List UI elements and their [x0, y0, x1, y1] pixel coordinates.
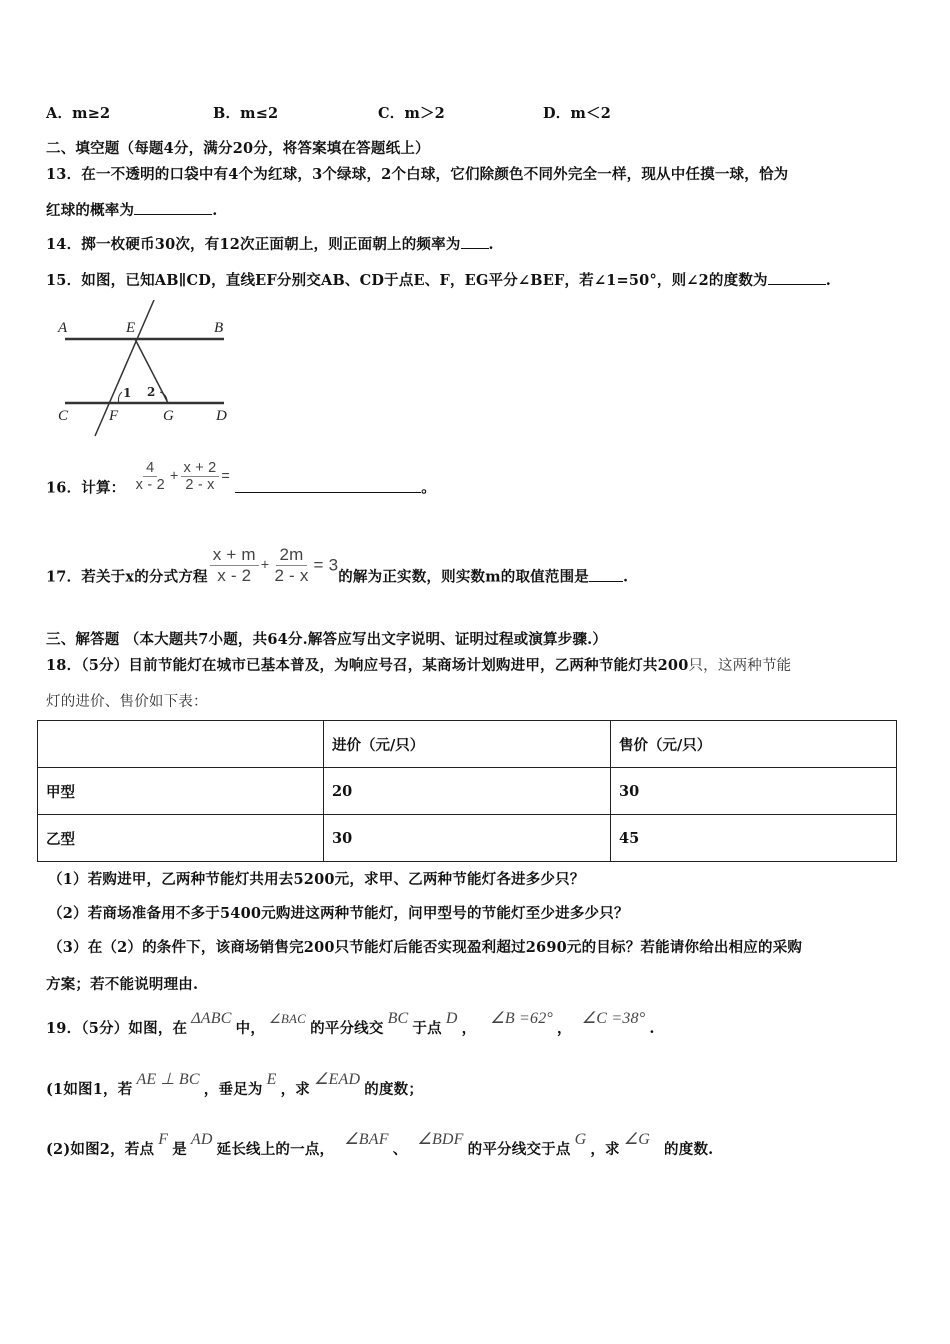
plus-sign: + [169, 468, 179, 485]
label-G: G [163, 408, 174, 424]
parallel-lines-figure [50, 300, 250, 440]
text: 、 [392, 1141, 408, 1158]
q16-end: 。 [421, 479, 436, 497]
option-d: D．m＜2 [543, 105, 612, 122]
denominator: 2 - x [274, 566, 309, 585]
answer-blank [768, 272, 826, 285]
math: G [574, 1131, 587, 1148]
table-row [38, 768, 897, 815]
table-cell: 乙型 [38, 815, 324, 862]
table-cell: 30 [324, 815, 611, 862]
q18-part-1: （1）若购进甲，乙两种节能灯共用去5200元，求甲、乙两种节能灯各进多少只？ [48, 871, 585, 888]
text: 的平分线交于点 [467, 1141, 571, 1158]
table-header-cell: 进价（元/只） [324, 721, 611, 768]
q17-prefix: 17．若关于x的分式方程 [46, 568, 208, 586]
angle-1-label: 1 [123, 386, 132, 400]
label-E: E [126, 320, 136, 336]
price-table [37, 720, 897, 862]
text: ，垂足为 [203, 1081, 263, 1098]
table-cell: 甲型 [38, 768, 324, 815]
q13-end: . [212, 202, 218, 219]
fraction-2 [181, 460, 220, 493]
question-16 [46, 460, 436, 498]
q16-prefix: 16．计算： [46, 479, 126, 497]
math: AE ⊥ BC [136, 1071, 200, 1088]
math: ∠C =38° [581, 1010, 646, 1027]
numerator: x + 2 [181, 460, 220, 477]
math: ∠B =62° [490, 1010, 554, 1027]
numerator: 4 [143, 460, 157, 477]
numerator: 2m [276, 545, 306, 566]
q18-part-3: （3）在（2）的条件下，该商场销售完200只节能灯后能否实现盈利超过2690元的目标？若能请你给出相应的采购 [48, 939, 803, 956]
text: (1如图1，若 [46, 1081, 133, 1098]
q15-text: 15．如图，已知AB∥CD，直线EF分别交AB、CD于点E、F，EG平分∠BEF，若∠1=50°，则∠2的度数为 [46, 272, 768, 289]
math: BC [387, 1010, 409, 1027]
denominator: x - 2 [217, 566, 252, 585]
q14-end: . [488, 236, 494, 253]
question-14 [46, 233, 494, 254]
text: ，求 [280, 1081, 310, 1098]
label-F: F [109, 408, 119, 424]
text: (2)如图2，若点 [46, 1141, 155, 1158]
question-18-line-2: 灯的进价、售价如下表： [46, 694, 208, 710]
table-header-cell [38, 721, 324, 768]
question-19-line-1 [46, 1010, 655, 1038]
q17-end: . [622, 568, 629, 586]
text: 中， [235, 1020, 266, 1037]
fraction-1 [133, 460, 168, 493]
option-a: A．m≥2 [46, 105, 111, 122]
fraction-1 [210, 545, 259, 586]
q14-text: 14．掷一枚硬币30次，有12次正面朝上，则正面朝上的频率为 [46, 236, 461, 253]
text: 19．（5分）如图，在 [46, 1020, 188, 1037]
q18-part-3-cont: 方案；若不能说明理由. [46, 976, 199, 993]
label-A: A [58, 320, 68, 336]
answer-blank [134, 202, 212, 215]
question-13-line-2 [46, 199, 217, 220]
text: ， [461, 1020, 477, 1037]
math: ∠EAD [314, 1071, 361, 1088]
q13-text: 红球的概率为 [46, 202, 135, 219]
text: . [649, 1020, 655, 1037]
text: 的度数； [364, 1081, 424, 1098]
math: AD [190, 1131, 213, 1148]
math: E [266, 1071, 277, 1088]
question-15 [46, 269, 831, 290]
label-D: D [216, 408, 227, 424]
label-C: C [58, 408, 69, 424]
answer-blank [589, 569, 623, 582]
denominator: x - 2 [135, 477, 165, 493]
section-2-heading: 二、填空题（每题4分，满分20分，将答案填在答题纸上） [46, 140, 430, 157]
table-header-row [38, 721, 897, 768]
text: 于点 [412, 1020, 442, 1037]
q18-part-2: （2）若商场准备用不多于5400元购进这两种节能灯，问甲型号的节能灯至少进多少只？ [48, 905, 629, 922]
math: D [445, 1010, 458, 1027]
table-cell: 20 [324, 768, 611, 815]
math: ΔABC [191, 1010, 232, 1027]
text: ， [557, 1020, 572, 1037]
math: ∠BAC [269, 1011, 307, 1026]
q15-end: . [825, 272, 831, 289]
q18-text: 18．（5分）目前节能灯在城市已基本普及，为响应号召，某商场计划购进甲，乙两种节能灯共200 [46, 657, 689, 674]
angle-2-label: 2 [147, 385, 156, 399]
math: ∠G [623, 1131, 651, 1148]
question-19-line-3 [46, 1131, 714, 1159]
question-18-line-1 [46, 654, 791, 675]
math: F [158, 1131, 169, 1148]
question-17 [46, 545, 628, 587]
text: ，求 [590, 1141, 620, 1158]
fraction-2 [271, 545, 311, 586]
option-b: B．m≤2 [213, 105, 279, 122]
text: 的平分线交 [310, 1020, 384, 1037]
text: 的度数. [664, 1141, 714, 1158]
plus-sign: + [260, 557, 270, 574]
q18-text-tail: 只，这两种节能 [688, 658, 792, 674]
question-19-line-2 [46, 1071, 424, 1099]
answer-blank [461, 236, 489, 249]
q17-suffix: 的解为正实数，则实数m的取值范围是 [338, 568, 589, 586]
numerator: x + m [210, 545, 259, 566]
denominator: 2 - x [185, 477, 215, 493]
table-row [38, 815, 897, 862]
equals-sign: = [221, 468, 231, 485]
table-cell: 45 [611, 815, 897, 862]
question-13-line-1: 13．在一不透明的口袋中有4个为红球，3个绿球，2个白球，它们除颜色不同外完全一样，现从中任摸一球，恰为 [46, 166, 789, 183]
section-3-heading: 三、解答题 （本大题共7小题，共64分.解答应写出文字说明、证明过程或演算步骤.） [46, 631, 608, 648]
option-c: C．m＞2 [378, 105, 445, 122]
answer-blank [235, 480, 421, 493]
table-header-cell: 售价（元/只） [611, 721, 897, 768]
table-cell: 30 [611, 768, 897, 815]
math: ∠BDF [417, 1131, 464, 1148]
math: ∠BAF [344, 1131, 389, 1148]
label-B: B [214, 320, 224, 336]
equals-three: = 3 [313, 555, 339, 575]
text: 延长线上的一点， [216, 1141, 335, 1158]
text: 是 [172, 1141, 187, 1158]
